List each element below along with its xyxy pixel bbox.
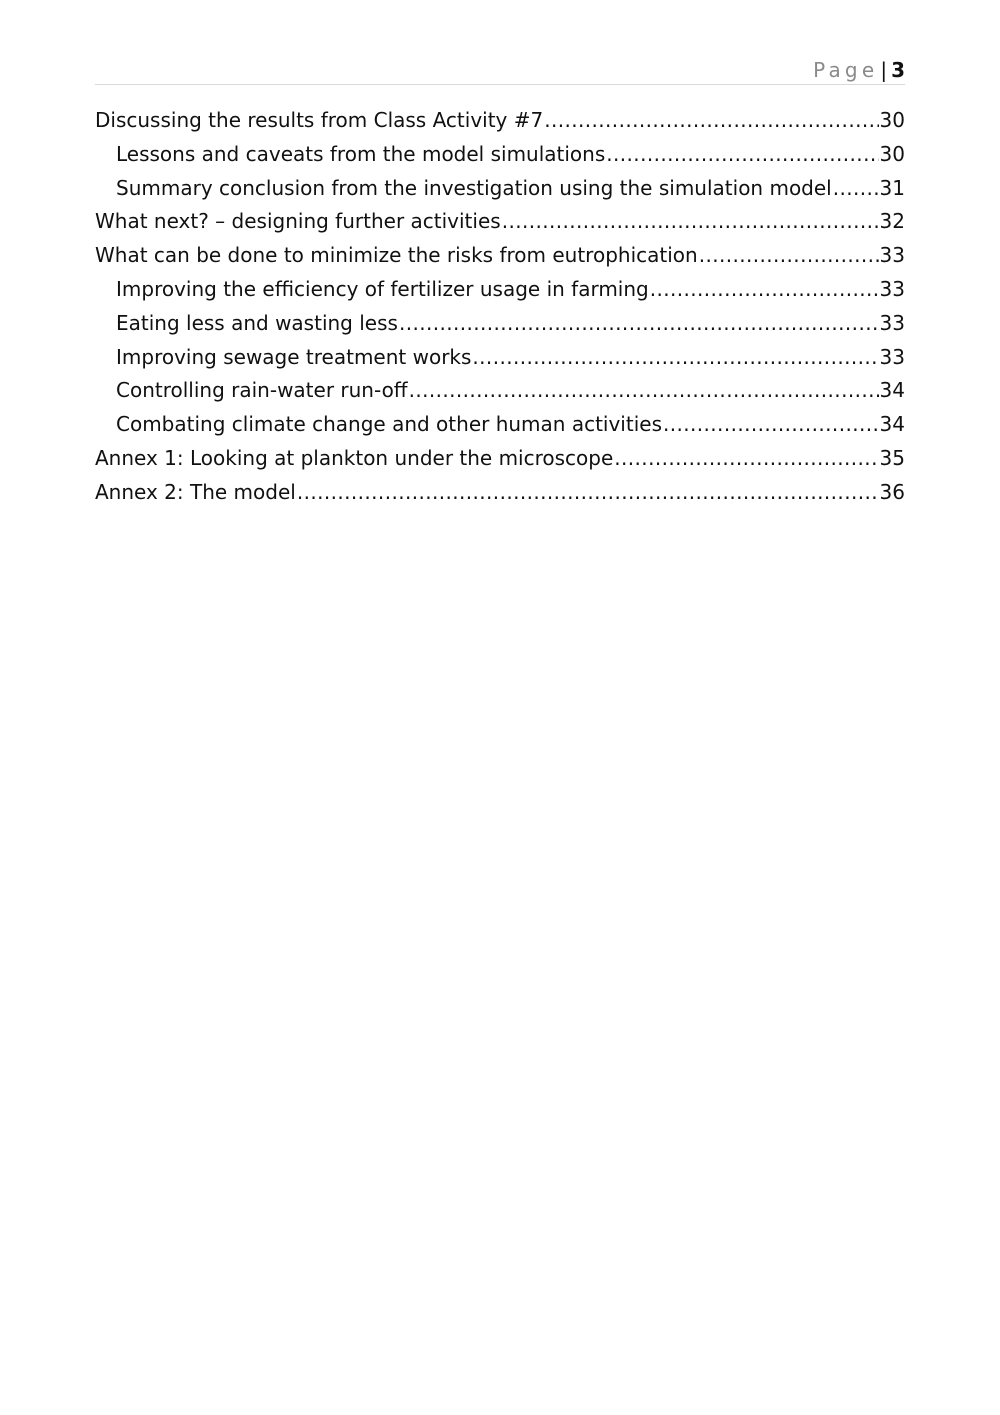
toc-entry-page: 35: [879, 445, 905, 470]
toc-entry-page: 33: [879, 310, 905, 335]
toc-entry-page: 34: [879, 412, 905, 437]
toc-entry-title: Discussing the results from Class Activity #7: [95, 108, 544, 132]
page-label: Page: [813, 58, 879, 82]
toc-entry-title: Summary conclusion from the investigation using the simulation model: [116, 175, 832, 200]
toc-entry-page: 33: [879, 344, 905, 369]
toc-entry-page: 34: [879, 378, 905, 403]
page-number: 3: [891, 58, 905, 82]
page-header: [95, 56, 905, 85]
toc-entry[interactable]: [95, 205, 905, 239]
toc-entry-page: 31: [879, 175, 905, 200]
toc-dot-leader: [650, 273, 879, 307]
toc-entry-page: 30: [879, 141, 905, 166]
toc-dot-leader: [699, 239, 879, 273]
toc-dot-leader: [297, 476, 879, 510]
toc-entry-page: 32: [879, 209, 905, 234]
toc-entry-title: Improving sewage treatment works: [116, 344, 472, 369]
toc-dot-leader: [544, 104, 878, 138]
toc-dot-leader: [399, 307, 879, 341]
toc-entry-page: 36: [879, 479, 905, 504]
toc-dot-leader: [833, 172, 879, 206]
toc-dot-leader: [663, 408, 879, 442]
toc-entry-page: 30: [879, 108, 905, 132]
toc-entry[interactable]: [95, 239, 905, 273]
toc-entry[interactable]: [95, 408, 905, 442]
toc-entry[interactable]: [95, 172, 905, 206]
table-of-contents: [95, 104, 905, 510]
toc-entry[interactable]: [95, 138, 905, 172]
toc-dot-leader: [606, 138, 878, 172]
toc-dot-leader: [409, 374, 879, 408]
toc-entry-title: Lessons and caveats from the model simulations: [116, 141, 606, 166]
toc-entry-page: 33: [879, 276, 905, 301]
toc-dot-leader: [614, 442, 878, 476]
toc-entry-title: Eating less and wasting less: [116, 310, 398, 335]
toc-entry-title: Annex 2: The model: [95, 479, 296, 504]
toc-entry-title: Combating climate change and other human activities: [116, 412, 662, 437]
toc-entry-title: What next? – designing further activities: [95, 209, 501, 234]
toc-dot-leader: [502, 205, 879, 239]
toc-entry[interactable]: [95, 442, 905, 476]
toc-dot-leader: [472, 341, 878, 375]
toc-entry-title: What can be done to minimize the risks from eutrophication: [95, 243, 698, 268]
toc-entry[interactable]: [95, 374, 905, 408]
toc-entry-page: 33: [879, 243, 905, 268]
toc-entry-title: Improving the efficiency of fertilizer usage in farming: [116, 276, 649, 301]
toc-entry[interactable]: [95, 104, 905, 138]
toc-entry-title: Annex 1: Looking at plankton under the microscope: [95, 445, 614, 470]
toc-entry[interactable]: [95, 307, 905, 341]
page-separator: |: [880, 58, 888, 82]
toc-entry[interactable]: [95, 341, 905, 375]
toc-entry[interactable]: [95, 476, 905, 510]
toc-entry[interactable]: [95, 273, 905, 307]
toc-entry-title: Controlling rain-water run-off: [116, 378, 408, 403]
